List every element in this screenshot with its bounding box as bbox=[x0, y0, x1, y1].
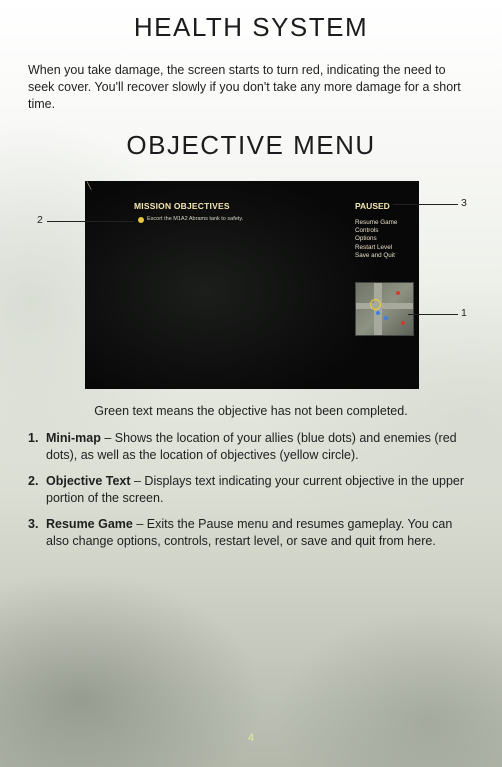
item-term: Resume Game bbox=[46, 517, 133, 531]
item-term: Objective Text bbox=[46, 474, 131, 488]
enemy-dot-icon bbox=[401, 321, 405, 325]
objective-text: Escort the M1A2 Abrams tank to safety. bbox=[147, 216, 244, 222]
menu-item-restart-level: Restart Level bbox=[355, 243, 393, 251]
ally-dot-icon bbox=[384, 316, 388, 320]
paused-title: PAUSED bbox=[355, 201, 390, 211]
objective-marker-icon bbox=[138, 217, 144, 223]
list-item: 3. Resume Game – Exits the Pause menu and resumes gameplay. You can also change options, controls, restart level, or save and quit from here. bbox=[28, 517, 453, 548]
item-description: – Shows the location of your allies (blue dots) and enemies (red dots), as well as the location of objectives (yellow circle). bbox=[46, 431, 457, 462]
menu-item-controls: Controls bbox=[355, 227, 379, 235]
list-item: 2. Objective Text – Displays text indicating your current objective in the upper portion of the screen. bbox=[28, 474, 465, 505]
health-system-text: When you take damage, the screen starts to turn red, indicating the need to seek cover. You'll recover slowly if you don't take any more damage for a short time. bbox=[28, 63, 461, 111]
list-item: 1. Mini-map – Shows the location of your allies (blue dots) and enemies (red dots), as well as the location of objectives (yellow circle). bbox=[28, 431, 457, 462]
callout-3-label: 3 bbox=[461, 197, 467, 209]
enemy-dot-icon bbox=[396, 291, 400, 295]
menu-item-options: Options bbox=[355, 235, 377, 243]
callout-3-line bbox=[393, 204, 458, 205]
item-description: – Displays text indicating your current objective in the upper portion of the screen. bbox=[46, 474, 465, 505]
cursor-icon: ╲ bbox=[87, 183, 92, 190]
item-term: Mini-map bbox=[46, 431, 101, 445]
screenshot-caption: Green text means the objective has not been completed. bbox=[94, 404, 408, 418]
callout-1-line bbox=[408, 314, 458, 315]
health-system-heading: HEALTH SYSTEM bbox=[133, 12, 369, 42]
pause-menu-screenshot bbox=[85, 181, 419, 389]
mission-objectives-title: MISSION OBJECTIVES bbox=[134, 201, 230, 211]
ally-dot-icon bbox=[376, 311, 380, 315]
page-number: 4 bbox=[247, 732, 255, 744]
menu-item-save-and-quit: Save and Quit bbox=[355, 251, 395, 259]
callout-1-label: 1 bbox=[461, 307, 467, 319]
callout-descriptions bbox=[28, 430, 478, 559]
menu-item-resume-game: Resume Game bbox=[355, 219, 398, 226]
objective-circle-icon bbox=[370, 299, 381, 310]
callout-2-label: 2 bbox=[37, 214, 43, 226]
item-description: – Exits the Pause menu and resumes gameplay. You can also change options, controls, restart level, or save and quit from here. bbox=[46, 517, 453, 548]
pause-menu bbox=[355, 219, 397, 260]
mini-map bbox=[355, 282, 414, 336]
callout-2-line bbox=[47, 221, 134, 222]
objective-menu-heading: OBJECTIVE MENU bbox=[126, 130, 376, 160]
